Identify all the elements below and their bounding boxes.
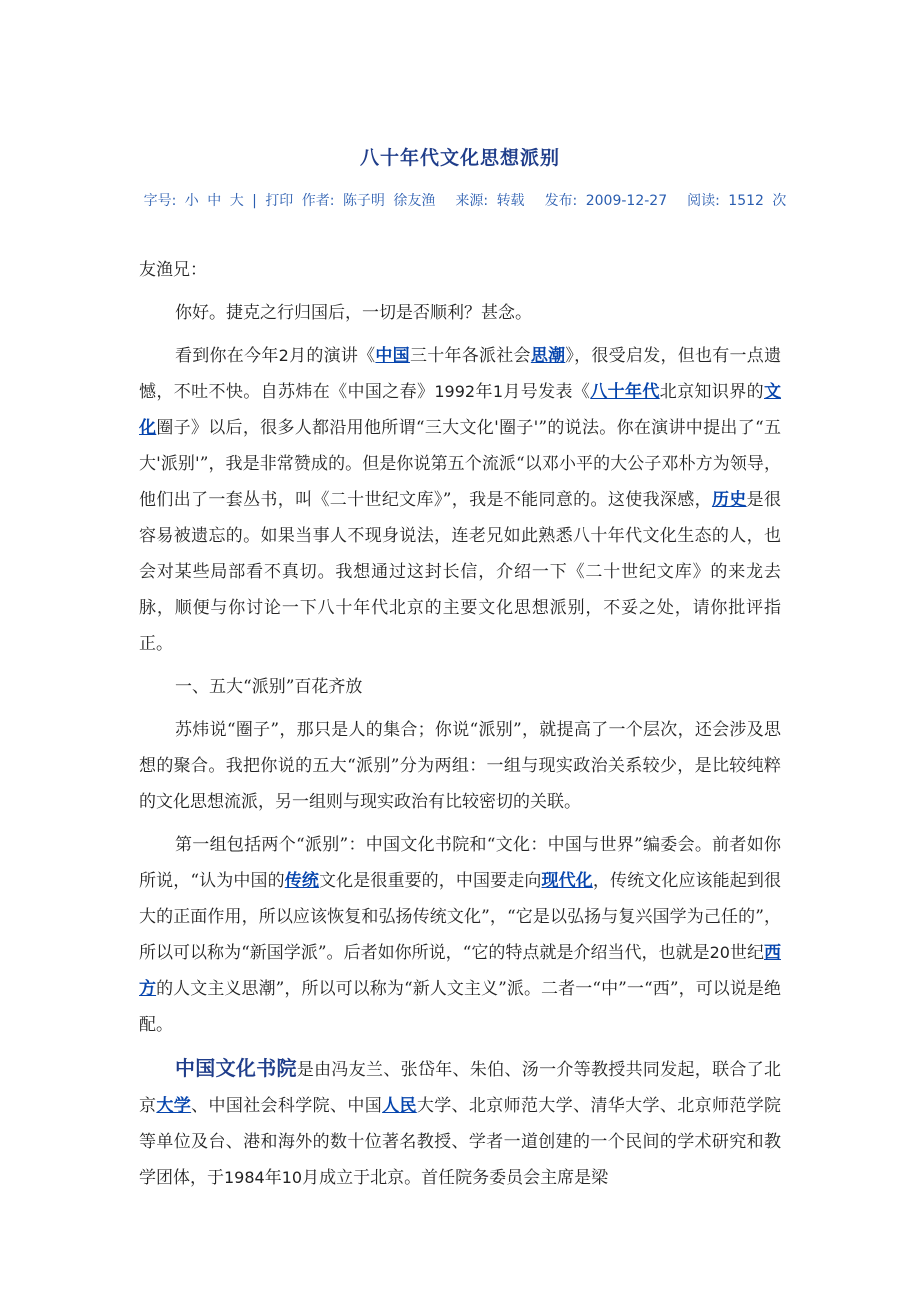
reads-count: 1512: [728, 193, 764, 209]
text-run: 看到你在今年: [175, 346, 279, 366]
author-name-2: 徐友渔: [393, 193, 436, 209]
text-run: 文化是很重要的，中国要走向: [318, 871, 542, 891]
paragraph-2: [139, 338, 781, 662]
text-run: 是由冯友兰、张岱年、朱伯、汤一介等教授共同发起，联合了北京: [139, 1060, 782, 1116]
font-size-medium-link[interactable]: 中: [207, 193, 222, 209]
number-run: 20: [709, 943, 730, 962]
keyword-link-university[interactable]: 大学: [156, 1096, 192, 1116]
text-run: ，传统文化应该能起到很大的正面作用，所以应该恢复和弘扬传统文化”，“它是以弘扬与复兴国学为己任的”，所以可以称为“新国学派”。后者如你所说，“它的特点就是介绍当代，也就是: [139, 871, 782, 963]
reads-label: 阅读:: [687, 193, 720, 209]
keyword-link-culture[interactable]: 文化: [139, 382, 782, 438]
source-value: 转载: [496, 193, 525, 209]
article-body: [139, 252, 781, 1203]
text-run: 三十年各派社会: [409, 346, 531, 366]
meta-separator: |: [252, 193, 257, 209]
print-link[interactable]: 打印: [265, 193, 294, 209]
keyword-link-tradition[interactable]: 传统: [284, 871, 319, 891]
font-size-small-link[interactable]: 小: [184, 193, 199, 209]
text-run: 月号发表《: [503, 382, 591, 402]
text-run: 世纪: [729, 943, 764, 963]
keyword-link-china[interactable]: 中国: [375, 346, 410, 366]
section-heading-1: 一、五大“派别”百花齐放: [175, 677, 363, 697]
paragraph-1: 你好。捷克之行归国后，一切是否顺利？甚念。: [175, 303, 532, 323]
number-run: 1992: [434, 382, 476, 401]
article-title: 八十年代文化思想派别: [359, 147, 560, 169]
text-run: 》，很受启发，但也有一点遗憾，不吐不快。自苏炜在《中国之春》: [139, 346, 782, 402]
published-label: 发布:: [544, 193, 578, 209]
emphasis-heading: 中国文化书院: [175, 1056, 297, 1080]
font-size-large-link[interactable]: 大: [229, 193, 244, 209]
text-run: 月的演讲《: [288, 346, 376, 366]
text-run: 第一组包括两个“派别”：中国文化书院和“文化：中国与世界”编委会。前者如你所说，“认为中国的: [139, 835, 781, 891]
number-run: 10: [281, 1168, 303, 1187]
article-meta: [140, 189, 790, 213]
author-name-1: 陈子明: [342, 193, 385, 209]
author-label: 作者:: [301, 193, 335, 209]
paragraph-4: [139, 827, 781, 1043]
text-run: 圈子》以后，很多人都沿用他所谓“三大文化'圈子'”的说法。你在演讲中提出了“五大'派别'”，我是非常赞成的。但是你说第五个流派“以邓小平的大公子邓朴方为领导，他们出了一套丛书，叫《二十世纪文库》”，我是不能同意的。这使我深感，: [139, 418, 782, 510]
source-label: 来源:: [455, 193, 489, 209]
greeting: 友渔兄：: [139, 260, 207, 280]
keyword-link-eighties[interactable]: 八十年代: [590, 382, 660, 402]
number-run: 2: [278, 346, 289, 365]
number-run: 1984: [224, 1168, 265, 1187]
text-run: 北京知识界的: [659, 382, 765, 402]
paragraph-3: 苏炜说“圈子”，那只是人的集合；你说“派别”，就提高了一个层次，还会涉及思想的聚合。我把你说的五大“派别”分为两组：一组与现实政治关系较少，是比较纯粹的文化思想流派，另一组则与现实政治有比较密切的关联。: [139, 720, 781, 812]
paragraph-5: [139, 1050, 781, 1196]
keyword-link-west[interactable]: 西方: [139, 943, 781, 999]
keyword-link-modernization[interactable]: 现代化: [541, 871, 593, 891]
font-size-label: 字号:: [143, 193, 177, 209]
number-run: 1: [492, 382, 504, 401]
keyword-link-thought[interactable]: 思潮: [530, 346, 566, 366]
text-run: 是很容易被遗忘的。如果当事人不现身说法，连老兄如此熟悉八十年代文化生态的人，也会对某些局部看不真切。我想通过这封长信，介绍一下《二十世纪文库》的来龙去脉，顺便与你讨论一下八十年代北京的主要文化思想派别，不妥之处，请你批评指正。: [139, 490, 782, 654]
text-run: 年: [475, 382, 493, 402]
keyword-link-people[interactable]: 人民: [382, 1096, 417, 1116]
text-run: 大学、北京师范大学、清华大学、北京师范学院等单位及台、港和海外的数十位著名教授、学者一道创建的一个民间的学术研究和教学团体，于: [139, 1096, 782, 1188]
keyword-link-history[interactable]: 历史: [711, 490, 747, 510]
text-run: 年: [264, 1168, 282, 1188]
text-run: 月成立于北京。首任院务委员会主席是梁: [302, 1168, 609, 1188]
reads-unit: 次: [772, 193, 787, 209]
published-date: 2009-12-27: [585, 193, 668, 209]
text-run: 的人文主义思潮”，所以可以称为“新人文主义”派。二者一“中”一“西”，可以说是绝配。: [139, 979, 782, 1035]
text-run: 、中国社会科学院、中国: [191, 1096, 383, 1116]
